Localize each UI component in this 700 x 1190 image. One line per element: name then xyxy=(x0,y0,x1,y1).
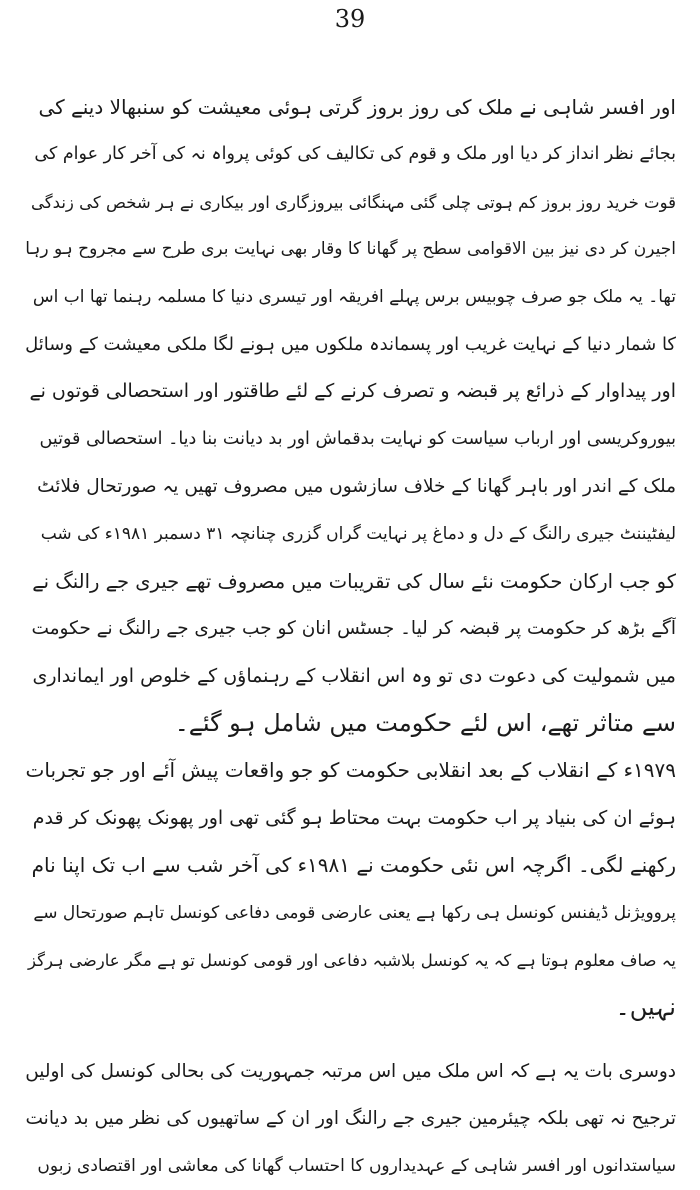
text-line: نہیں۔ xyxy=(615,993,676,1022)
paragraph xyxy=(24,747,676,1031)
text-line: قوت خرید روز بروز کم ہوتی چلی گئی مہنگائی بیروزگاری اور بیکاری نے ہر شخص کی زندگی xyxy=(31,192,676,212)
paragraph xyxy=(24,1048,676,1190)
text-line: رکھنے لگی۔ اگرچہ اس نئی حکومت نے ۱۹۸۱ء کی آخر شب سے اب تک اپنا نام xyxy=(31,853,676,878)
text-line: سیاستدانوں اور افسر شاہی کے عہدیداروں کا احتساب گھانا کی معاشی اور اقتصادی زبوں xyxy=(37,1155,676,1176)
text-line: بجائے نظر انداز کر دیا اور ملک و قوم کی تکالیف کی کوئی پرواہ نہ کی آخر کار عوام کی xyxy=(34,144,676,165)
text-line: ۱۹۷۹ء کے انقلاب کے بعد انقلابی حکومت کو جو واقعات پیش آئے اور جو تجربات xyxy=(25,758,676,783)
page-number: 39 xyxy=(334,5,366,33)
text-line: سے متاثر تھے، اس لئے حکومت میں شامل ہو گئے۔ xyxy=(174,709,676,738)
text-line: اور پیداوار کے ذرائع پر قبضہ و تصرف کرنے کے لئے طاقتور اور استحصالی قوتوں نے xyxy=(29,380,676,403)
text-line: بیوروکریسی اور ارباب سیاست کو نہایت بدقماش اور بد دیانت بنا دیا۔ استحصالی قوتیں xyxy=(39,428,676,449)
text-line: آگے بڑھ کر حکومت پر قبضہ کر لیا۔ جسٹس انان کو جب جیری جے رالنگ نے حکومت xyxy=(31,618,676,640)
text-line: تھا۔ یہ ملک جو صرف چوبیس برس پہلے افریقہ اور تیسری دنیا کا مسلمہ رہنما تھا اب اس xyxy=(32,286,676,307)
paragraph-spacer xyxy=(24,1032,676,1048)
text-line: میں شمولیت کی دعوت دی تو وہ اس انقلاب کے رہنماؤں کے خلوص اور ایمانداری xyxy=(32,664,676,687)
text-line: یہ صاف معلوم ہوتا ہے کہ یہ کونسل بلاشبہ دفاعی اور قومی کونسل تو ہے مگر عارضی ہرگز xyxy=(27,951,676,971)
text-line: اجیرن کر دی نیز بین الاقوامی سطح پر گھانا کا وقار بھی نہایت بری طرح سے مجروح ہو رہا xyxy=(25,239,676,260)
text-line: لیفٹیننٹ جیری رالنگ کے دل و دماغ پر نہایت گراں گزری چنانچہ ۳۱ دسمبر ۱۹۸۱ء کی شب xyxy=(40,523,676,544)
text-line: اور افسر شاہی نے ملک کی روز بروز گرتی ہوئی معیشت کو سنبھالا دینے کی xyxy=(38,95,676,119)
text-line: کو جب ارکان حکومت نئے سال کی تقریبات میں مصروف تھے جیری جے رالنگ نے xyxy=(32,569,676,593)
text-line: کا شمار دنیا کے نہایت غریب اور پسماندہ ملکوں میں ہونے لگا ملکی معیشت کے وسائل xyxy=(25,333,676,355)
text-line: ملک کے اندر اور باہر گھانا کے خلاف سازشوں میں مصروف تھیں یہ صورتحال فلائٹ xyxy=(37,476,676,498)
text-line: ہوئے ان کی بنیاد پر اب حکومت بہت محتاط ہو گئی تھی اور پھونک پھونک کر قدم xyxy=(32,806,676,829)
page-body xyxy=(24,84,676,1190)
text-line: دوسری بات یہ ہے کہ اس ملک میں اس مرتبہ جمہوریت کی بحالی کونسل کی اولیں xyxy=(25,1060,676,1082)
text-line: پروویژنل ڈیفنس کونسل ہی رکھا ہے یعنی عارضی قومی دفاعی کونسل تاہم صورتحال سے xyxy=(33,902,676,923)
text-line: ترجیح نہ تھی بلکہ چیئرمین جیری جے رالنگ اور ان کے ساتھیوں کی نظر میں بد دیانت xyxy=(25,1108,676,1130)
paragraph xyxy=(24,84,676,747)
